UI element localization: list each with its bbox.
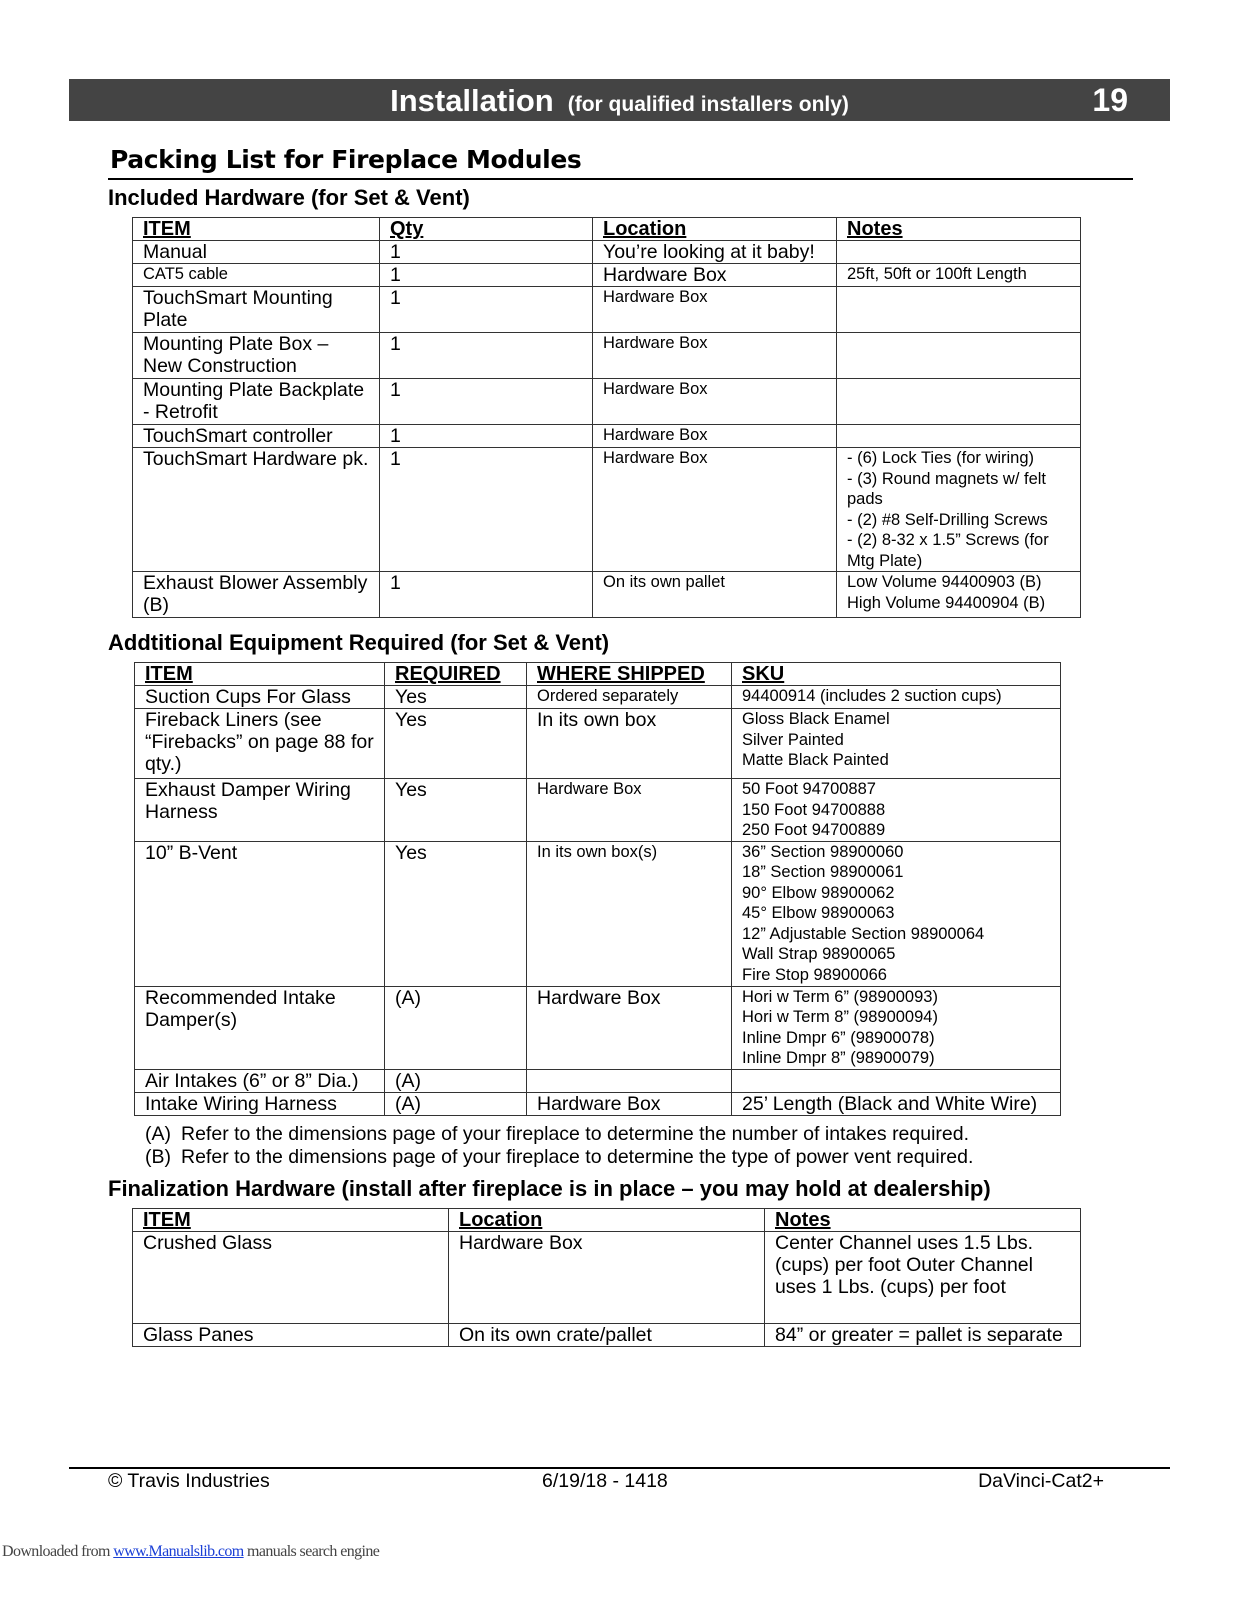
cell-item: TouchSmart Hardware pk. (133, 448, 380, 572)
sku-line: Matte Black Painted (742, 751, 889, 769)
cell-location: Hardware Box (593, 448, 837, 572)
cell-item: CAT5 cable (133, 264, 380, 287)
cell-item: Air Intakes (6” or 8” Dia.) (135, 1069, 385, 1092)
sku-line: 50 Foot 94700887 (742, 780, 876, 798)
title-divider (108, 178, 1133, 180)
table-header-row (135, 663, 1061, 686)
cell-notes (837, 333, 1081, 379)
cell-notes (837, 448, 1081, 572)
cell-qty: 1 (380, 333, 593, 379)
sku-line: 18” Section 98900061 (742, 863, 904, 881)
cell-sku (732, 709, 1061, 779)
watermark-prefix: Downloaded from (2, 1543, 114, 1560)
cell-item: Recommended Intake Damper(s) (135, 986, 385, 1069)
footnote-b (145, 1146, 973, 1169)
cell-required: Yes (385, 841, 527, 986)
cell-qty: 1 (380, 379, 593, 425)
sku-line: 150 Foot 94700888 (742, 800, 886, 819)
sku-line: Hori w Term 8” (98900094) (742, 1008, 938, 1026)
cell-sku (732, 986, 1061, 1069)
download-watermark (2, 1543, 379, 1561)
watermark-link[interactable]: www.Manualslib.com (113, 1543, 244, 1560)
cell-shipped: Hardware Box (527, 1092, 732, 1115)
watermark-suffix: manuals search engine (243, 1543, 380, 1560)
page-number: 19 (1092, 82, 1128, 118)
cell-shipped: In its own box(s) (527, 841, 732, 986)
cell-location: Hardware Box (593, 333, 837, 379)
cell-shipped: Hardware Box (527, 779, 732, 842)
cell-item: Suction Cups For Glass (135, 686, 385, 709)
footnote-text: Refer to the dimensions page of your fireplace to determine the number of intakes required. (181, 1123, 970, 1145)
column-header: REQUIRED (385, 663, 527, 686)
table-row (133, 333, 1081, 379)
sku-line: Inline Dmpr 6” (98900078) (742, 1028, 935, 1047)
column-header: Qty (380, 218, 593, 241)
cell-required: Yes (385, 779, 527, 842)
cell-required: (A) (385, 1069, 527, 1092)
cell-location: Hardware Box (593, 287, 837, 333)
cell-item: Intake Wiring Harness (135, 1092, 385, 1115)
table-row (133, 1324, 1081, 1347)
sku-line: Hori w Term 6” (98900093) (742, 987, 938, 1006)
cell-sku: 94400914 (includes 2 suction cups) (732, 686, 1061, 709)
cell-notes (837, 572, 1081, 618)
table-row (133, 572, 1081, 618)
included-table (132, 217, 1081, 618)
column-header: Notes (765, 1209, 1081, 1232)
sku-line: Gloss Black Enamel (742, 710, 890, 728)
cell-qty: 1 (380, 425, 593, 448)
header-subtitle: (for qualified installers only) (567, 93, 849, 116)
table-row (135, 1092, 1061, 1115)
table-row (133, 264, 1081, 287)
cell-sku (732, 779, 1061, 842)
cell-shipped (527, 1069, 732, 1092)
sku-line: Wall Strap 98900065 (742, 945, 896, 963)
column-header: Notes (837, 218, 1081, 241)
table-row (133, 379, 1081, 425)
note-line: - (2) #8 Self-Drilling Screws (847, 510, 1048, 529)
cell-location: On its own pallet (593, 572, 837, 618)
footnote-a (145, 1123, 969, 1146)
cell-qty: 1 (380, 241, 593, 264)
cell-item: Exhaust Damper Wiring Harness (135, 779, 385, 842)
column-header: ITEM (135, 663, 385, 686)
column-header: WHERE SHIPPED (527, 663, 732, 686)
table-row (135, 709, 1061, 779)
included-heading: Included Hardware (for Set & Vent) (108, 185, 470, 210)
footer-date: 6/19/18 - 1418 (542, 1470, 668, 1492)
footer-model: DaVinci-Cat2+ (978, 1470, 1104, 1492)
page-title: Packing List for Fireplace Modules (110, 145, 582, 174)
sku-line: Inline Dmpr 8” (98900079) (742, 1049, 935, 1067)
cell-location: Hardware Box (593, 379, 837, 425)
sku-line: Silver Painted (742, 730, 844, 749)
column-header: ITEM (133, 218, 380, 241)
cell-qty: 1 (380, 264, 593, 287)
note-line: - (2) 8-32 x 1.5” Screws (for Mtg Plate) (847, 531, 1049, 570)
finalization-table (132, 1208, 1081, 1347)
note-line: Low Volume 94400903 (B) (847, 573, 1042, 591)
sku-line: 45° Elbow 98900063 (742, 904, 895, 922)
sku-line: 250 Foot 94700889 (742, 821, 886, 839)
column-header: ITEM (133, 1209, 449, 1232)
cell-notes: Center Channel uses 1.5 Lbs. (cups) per foot Outer Channel uses 1 Lbs. (cups) per foot (765, 1232, 1081, 1324)
table-row (135, 986, 1061, 1069)
cell-required: (A) (385, 1092, 527, 1115)
page-header-bar (69, 79, 1170, 121)
cell-location: Hardware Box (449, 1232, 765, 1324)
cell-location: Hardware Box (593, 264, 837, 287)
table-row (133, 448, 1081, 572)
column-header: Location (449, 1209, 765, 1232)
cell-notes (837, 379, 1081, 425)
cell-qty: 1 (380, 572, 593, 618)
cell-notes: 25ft, 50ft or 100ft Length (837, 264, 1081, 287)
cell-required: Yes (385, 709, 527, 779)
cell-item: Mounting Plate Box – New Construction (133, 333, 380, 379)
sku-line: 90° Elbow 98900062 (742, 883, 895, 902)
additional-heading: Addtitional Equipment Required (for Set & Vent) (108, 630, 610, 655)
table-row (133, 425, 1081, 448)
footer-divider (69, 1467, 1170, 1469)
cell-sku (732, 1069, 1061, 1092)
cell-notes (837, 425, 1081, 448)
cell-required: (A) (385, 986, 527, 1069)
sku-line: 36” Section 98900060 (742, 842, 904, 861)
cell-sku: 25’ Length (Black and White Wire) (732, 1092, 1061, 1115)
table-row (133, 1232, 1081, 1324)
cell-shipped: In its own box (527, 709, 732, 779)
note-line: High Volume 94400904 (B) (847, 593, 1046, 612)
cell-notes (837, 287, 1081, 333)
cell-item: Crushed Glass (133, 1232, 449, 1324)
cell-required: Yes (385, 686, 527, 709)
footnote-text: Refer to the dimensions page of your fireplace to determine the type of power vent required. (181, 1146, 974, 1168)
footnote-tag: (B) (145, 1146, 171, 1168)
column-header: SKU (732, 663, 1061, 686)
footnote-tag: (A) (145, 1123, 171, 1145)
note-line: - (6) Lock Ties (for wiring) (847, 449, 1035, 467)
sku-line: Fire Stop 98900066 (742, 965, 887, 984)
cell-notes: 84” or greater = pallet is separate (765, 1324, 1081, 1347)
column-header: Location (593, 218, 837, 241)
cell-location: On its own crate/pallet (449, 1324, 765, 1347)
note-line: - (3) Round magnets w/ felt pads (847, 469, 1046, 508)
table-row (133, 241, 1081, 264)
cell-sku (732, 841, 1061, 986)
finalization-heading: Finalization Hardware (install after fireplace is in place – you may hold at dealership) (108, 1176, 991, 1201)
cell-location: You’re looking at it baby! (593, 241, 837, 264)
cell-item: Fireback Liners (see “Firebacks” on page 88 for qty.) (135, 709, 385, 779)
cell-location: Hardware Box (593, 425, 837, 448)
table-row (135, 841, 1061, 986)
cell-qty: 1 (380, 287, 593, 333)
table-header-row (133, 218, 1081, 241)
cell-item: Mounting Plate Backplate - Retrofit (133, 379, 380, 425)
header-title (69, 83, 1170, 119)
cell-item: Glass Panes (133, 1324, 449, 1347)
additional-table (134, 662, 1061, 1116)
header-title-text: Installation (390, 83, 554, 118)
sku-line: 12” Adjustable Section 98900064 (742, 924, 985, 943)
cell-item: Exhaust Blower Assembly (B) (133, 572, 380, 618)
cell-item: TouchSmart Mounting Plate (133, 287, 380, 333)
cell-qty: 1 (380, 448, 593, 572)
cell-shipped: Hardware Box (527, 986, 732, 1069)
cell-item: TouchSmart controller (133, 425, 380, 448)
cell-notes (837, 241, 1081, 264)
table-row (133, 287, 1081, 333)
table-row (135, 1069, 1061, 1092)
table-header-row (133, 1209, 1081, 1232)
footer-copyright: © Travis Industries (108, 1470, 270, 1492)
table-row (135, 779, 1061, 842)
table-row (135, 686, 1061, 709)
cell-item: 10” B-Vent (135, 841, 385, 986)
cell-shipped: Ordered separately (527, 686, 732, 709)
cell-item: Manual (133, 241, 380, 264)
